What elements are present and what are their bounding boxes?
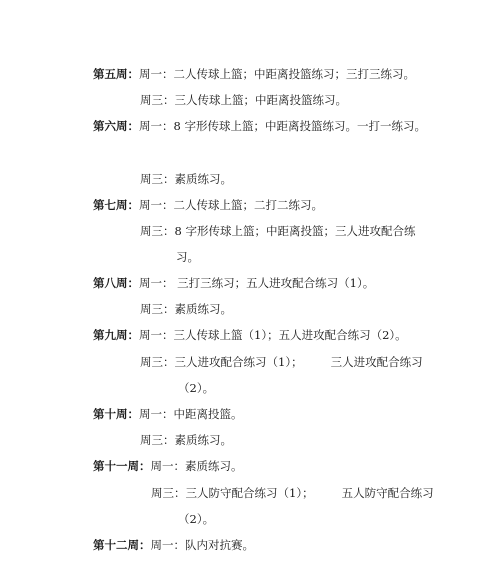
day-label: 周一：: [139, 276, 174, 290]
schedule-entry-continuation: [178, 381, 214, 395]
week-label: 第七周：: [93, 198, 139, 212]
entry-text: 素质练习。: [174, 172, 232, 186]
day-label: 周一：: [150, 538, 185, 552]
week-label: 第九周：: [93, 328, 139, 342]
day-label: 周一：: [139, 119, 174, 133]
schedule-entry-week8-wed: [140, 302, 232, 316]
schedule-entry-week10-mon: [93, 407, 243, 421]
entry-text: 二人传球上篮；中距离投篮练习；三打三练习。: [173, 67, 415, 81]
entry-text-continued: （2）。: [178, 512, 215, 526]
schedule-entry-week10-wed: [140, 433, 232, 447]
schedule-entry-week6-mon: [93, 119, 426, 133]
entry-text: 三人防守配合练习（1）；: [185, 486, 314, 500]
day-label: 周三：: [151, 486, 186, 500]
day-label: 周三：: [140, 355, 175, 369]
entry-text: 三人传球上篮；中距离投篮练习。: [174, 93, 347, 107]
entry-text: 三人传球上篮（1）；五人进攻配合练习（2）。: [173, 328, 407, 342]
day-label: 周三：: [140, 224, 175, 238]
day-label: 周一：: [139, 328, 174, 342]
schedule-entry-continuation: [178, 512, 214, 526]
day-label: 周三：: [140, 172, 175, 186]
day-label: 周一：: [139, 67, 174, 81]
schedule-entry-week12-mon: [93, 538, 254, 552]
schedule-entry-week7-wed: [140, 224, 415, 238]
entry-text: 队内对抗赛。: [185, 538, 254, 552]
schedule-entry-week11-mon: [93, 459, 243, 473]
schedule-entry-week9-mon: [93, 328, 407, 342]
day-label: 周三：: [140, 302, 175, 316]
entry-text: 素质练习。: [174, 302, 232, 316]
entry-text: 三打三练习；五人进攻配合练习（1）。: [173, 276, 375, 290]
schedule-entry-week5-wed: [140, 93, 347, 107]
day-label: 周一：: [139, 407, 174, 421]
schedule-entry-week7-mon: [93, 198, 323, 212]
entry-text: 素质练习。: [174, 433, 232, 447]
entry-text: 8 字形传球上篮；中距离投篮；三人进攻配合练: [174, 224, 416, 238]
week-label: 第十二周：: [93, 538, 151, 552]
day-label: 周三：: [140, 433, 175, 447]
week-label: 第八周：: [93, 276, 139, 290]
schedule-entry-week11-wed: [151, 486, 434, 500]
entry-text: 中距离投篮。: [173, 407, 243, 421]
schedule-entry-week9-wed: [140, 355, 423, 369]
day-label: 周一：: [150, 459, 185, 473]
day-label: 周一：: [139, 198, 174, 212]
week-label: 第五周：: [93, 67, 139, 81]
entry-text-continued: （2）。: [178, 381, 215, 395]
schedule-entry-continuation: [176, 250, 199, 264]
week-label: 第六周：: [93, 119, 139, 133]
schedule-entry-week8-mon: [93, 276, 374, 290]
entry-text: 三人进攻配合练习（1）；: [174, 355, 303, 369]
entry-text: 二人传球上篮；二打二练习。: [173, 198, 323, 212]
schedule-entry-week6-wed: [140, 172, 232, 186]
entry-text-part2: 五人防守配合练习: [341, 486, 434, 500]
entry-text-part2: 三人进攻配合练习: [330, 355, 423, 369]
day-label: 周三：: [140, 93, 175, 107]
week-label: 第十一周：: [93, 459, 151, 473]
week-label: 第十周：: [93, 407, 139, 421]
entry-text-continued: 习。: [176, 250, 199, 264]
entry-text: 8 字形传球上篮；中距离投篮练习。一打一练习。: [173, 119, 426, 133]
entry-text: 素质练习。: [185, 459, 243, 473]
schedule-entry-week5-mon: [93, 67, 415, 81]
